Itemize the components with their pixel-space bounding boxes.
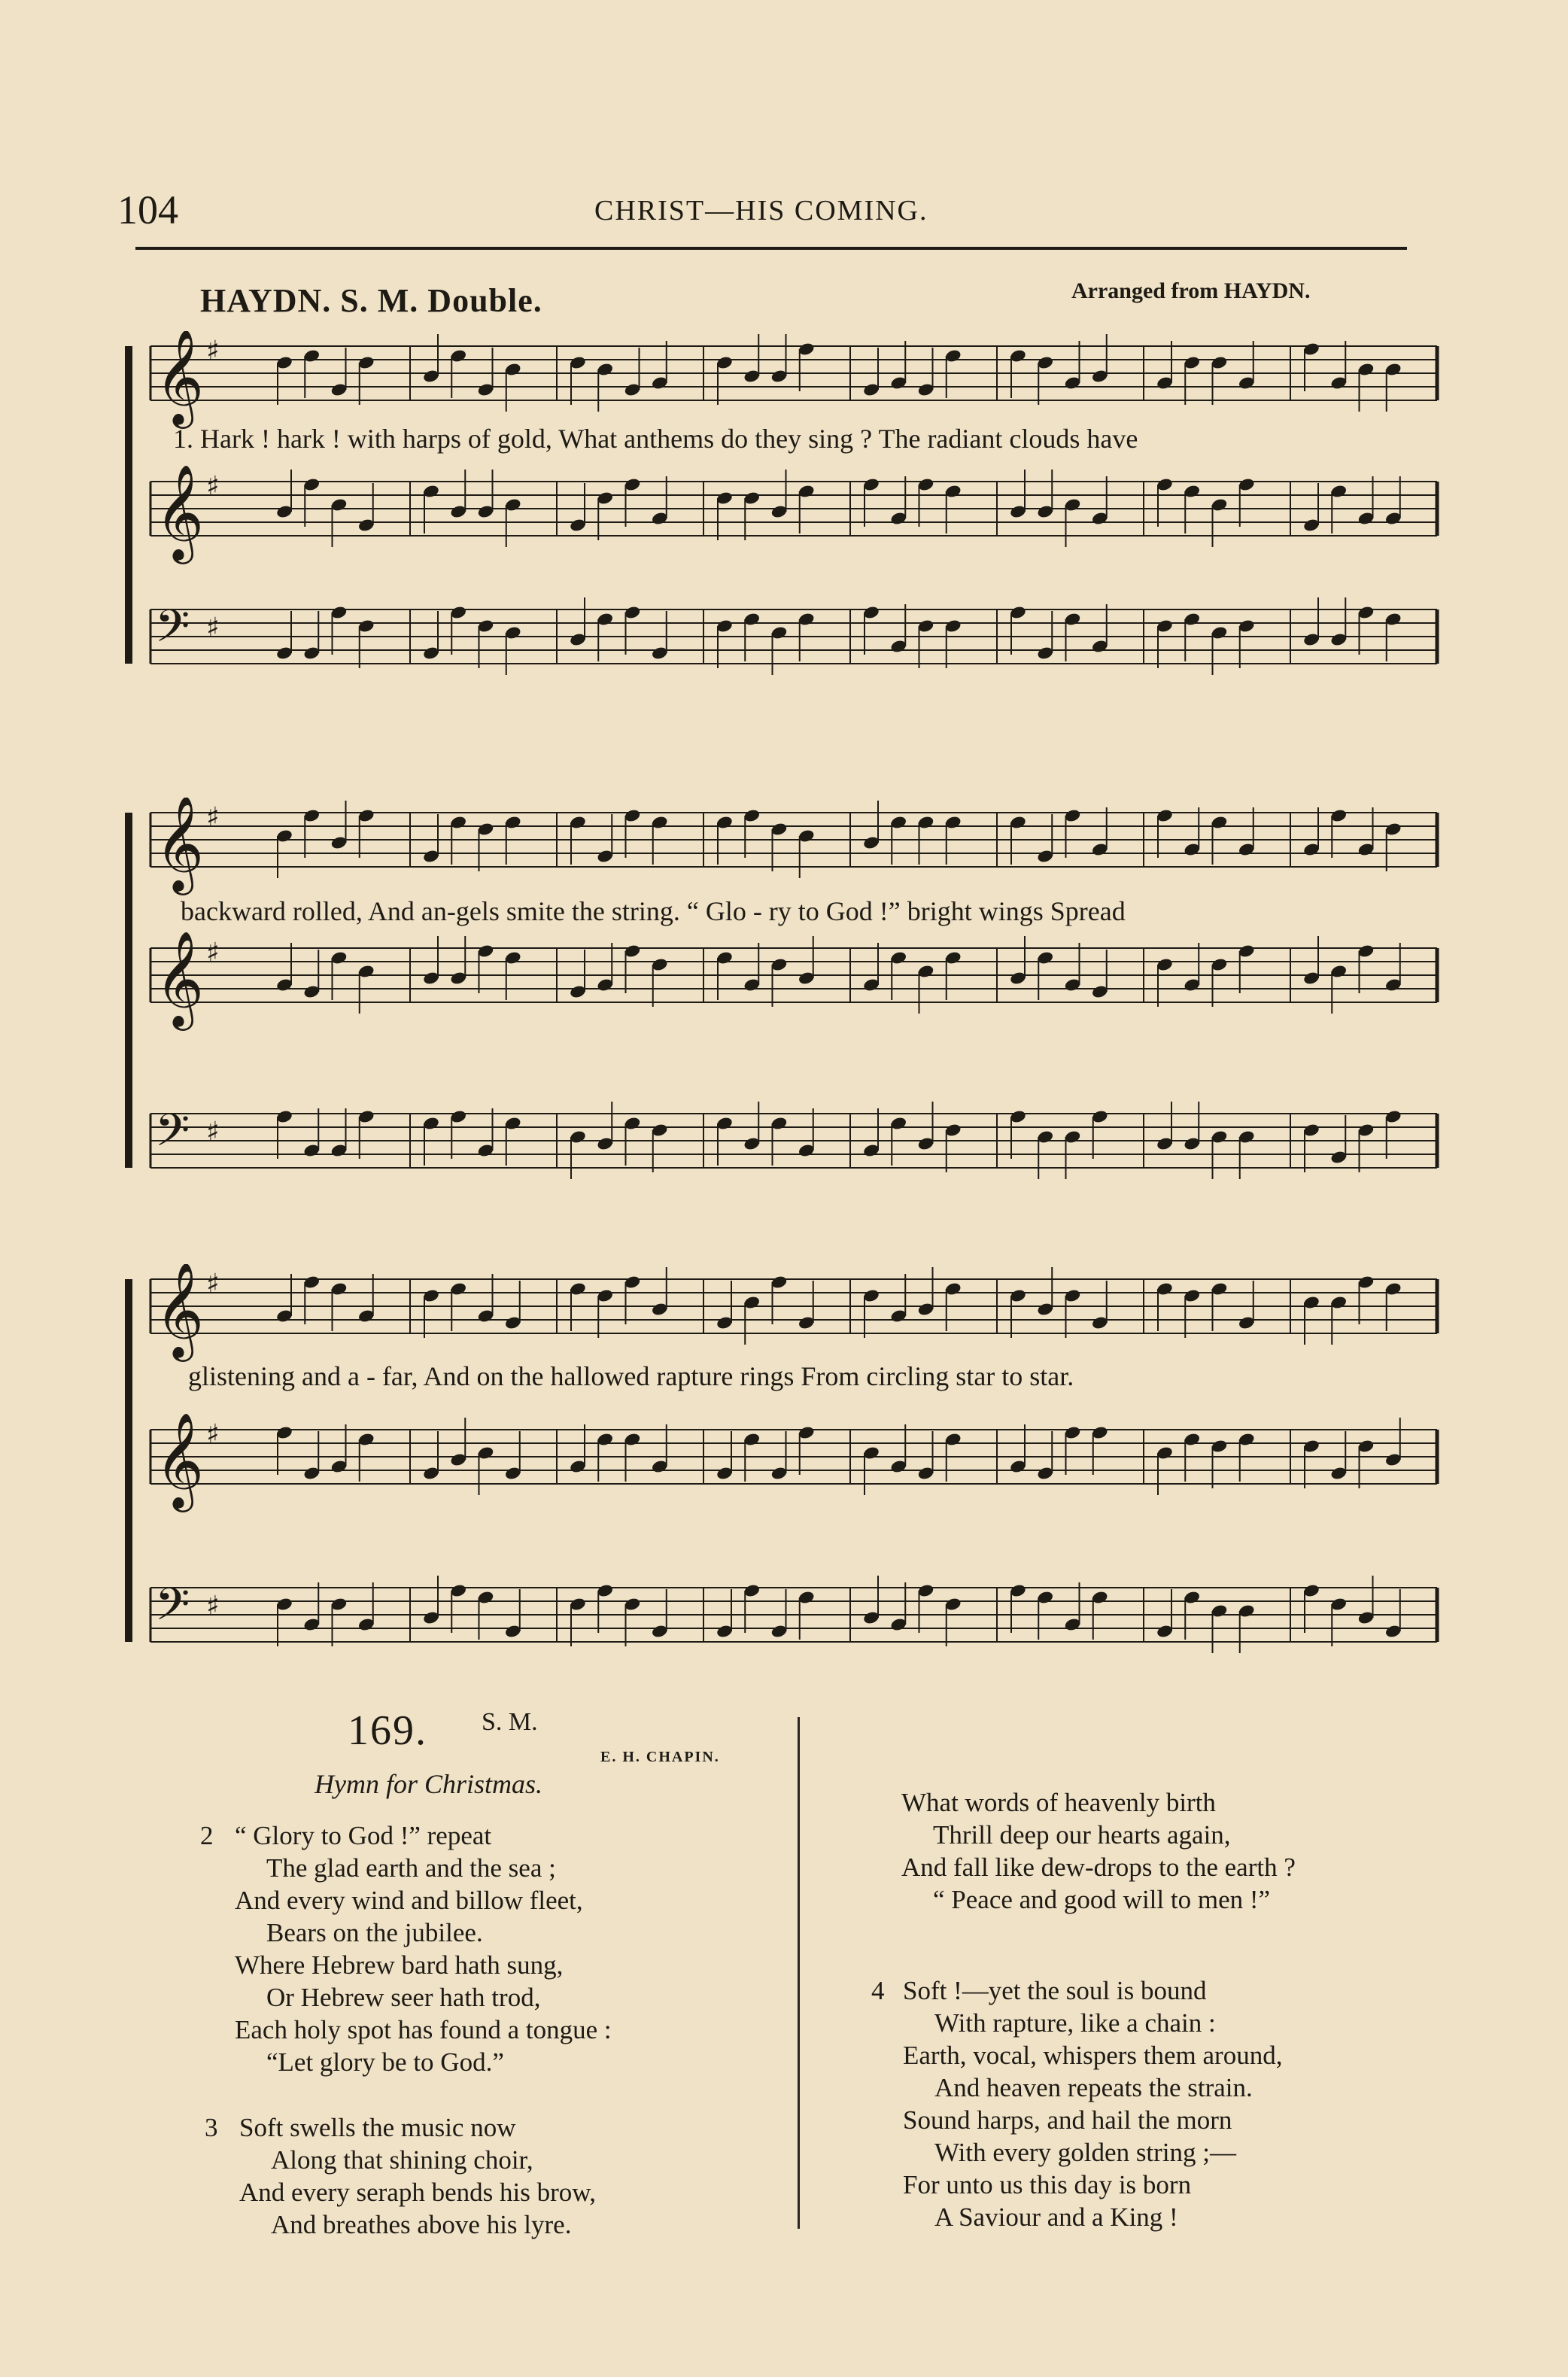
verse-line: The glad earth and the sea ; <box>266 1853 556 1883</box>
lyric-line-3: glistening and a - far, And on the hallowed rapture rings From circling star to star. <box>188 1361 1074 1391</box>
verse-line: And fall like dew-drops to the earth ? <box>901 1853 1296 1882</box>
verse-3 <box>239 2111 596 2241</box>
treble-clef-icon: 𝄞 <box>155 1412 205 1508</box>
verse-line: Each holy spot has found a tongue : <box>235 2015 612 2044</box>
verse-line: Thrill deep our hearts again, <box>933 1820 1231 1850</box>
verse-line: What words of heavenly birth <box>901 1788 1216 1817</box>
verse-line: A Saviour and a King ! <box>934 2202 1178 2232</box>
lyric-line-1: 1. Hark ! hark ! with harps of gold, What anthems do they sing ? The radiant clouds have <box>173 424 1138 454</box>
verse-line: Earth, vocal, whispers them around, <box>903 2041 1283 2070</box>
header-rule <box>135 247 1407 250</box>
verse-line: And every seraph bends his brow, <box>239 2178 597 2207</box>
verse-line: Bears on the jubilee. <box>266 1918 483 1947</box>
verse-line: Or Hebrew seer hath trod, <box>266 1983 541 2012</box>
system-brace <box>125 1279 132 1642</box>
music-system-1 <box>120 331 1445 722</box>
hymn-number: 169. <box>348 1707 427 1754</box>
verse-line: And every wind and billow fleet, <box>235 1886 583 1915</box>
sharp-icon: ♯ <box>206 1419 220 1450</box>
hymn-meter: S. M. <box>482 1708 538 1736</box>
tune-arranger: Arranged from HAYDN. <box>1071 278 1311 303</box>
sharp-icon: ♯ <box>206 471 220 502</box>
verse-2 <box>235 1819 612 2078</box>
sharp-icon: ♯ <box>206 802 220 833</box>
verse-line: Soft swells the music now <box>239 2113 516 2142</box>
verse-number: 3 <box>205 2113 218 2142</box>
verse-line: With every golden string ;— <box>934 2138 1237 2167</box>
verse-number: 2 <box>200 1821 214 1850</box>
treble-clef-icon: 𝄞 <box>155 1264 205 1357</box>
column-divider <box>798 1717 800 2229</box>
treble-clef-icon: 𝄞 <box>155 930 205 1026</box>
verse-2-continued <box>901 1786 1296 1916</box>
verse-line: Soft !—yet the soul is bound <box>903 1976 1207 2005</box>
bass-clef-icon: 𝄢 <box>155 1578 190 1641</box>
verse-line: “ Glory to God !” repeat <box>235 1821 492 1850</box>
music-system-3 <box>120 1264 1445 1670</box>
verse-line: Where Hebrew bard hath sung, <box>235 1950 564 1980</box>
treble-clef-icon: 𝄞 <box>155 798 205 891</box>
verse-number: 4 <box>871 1976 885 2005</box>
music-system-2 <box>120 798 1445 1189</box>
verse-line: And heaven repeats the strain. <box>934 2073 1253 2102</box>
verse-line: “ Peace and good will to men !” <box>933 1885 1271 1914</box>
hymn-author: E. H. CHAPIN. <box>600 1749 720 1765</box>
verse-line: Sound harps, and hail the morn <box>903 2105 1232 2135</box>
page-number: 104 <box>117 187 178 233</box>
running-title: CHRIST—HIS COMING. <box>594 195 928 226</box>
sharp-icon: ♯ <box>206 336 220 366</box>
treble-clef-icon: 𝄞 <box>155 331 205 424</box>
treble-clef-icon: 𝄞 <box>155 464 205 560</box>
lyric-line-2: backward rolled, And an-gels smite the string. “ Glo - ry to God !” bright wings Spread <box>181 896 1126 926</box>
verse-line: “Let glory be to God.” <box>266 2047 504 2077</box>
verse-4 <box>903 1974 1282 2233</box>
score-staves <box>120 331 1445 722</box>
verse-line: Along that shining choir, <box>271 2145 533 2175</box>
sharp-icon: ♯ <box>206 612 220 643</box>
score-staves <box>120 798 1445 1189</box>
system-brace <box>125 346 132 664</box>
verse-line: For unto us this day is born <box>903 2170 1192 2199</box>
score-staves <box>120 1264 1445 1670</box>
sharp-icon: ♯ <box>206 1269 220 1299</box>
verse-line: With rapture, like a chain : <box>934 2008 1216 2038</box>
verse-line: And breathes above his lyre. <box>271 2210 572 2239</box>
tune-title: HAYDN. S. M. Double. <box>200 282 542 319</box>
hymn-subtitle: Hymn for Christmas. <box>315 1769 543 1799</box>
bass-clef-icon: 𝄢 <box>155 1104 190 1167</box>
system-brace <box>125 813 132 1168</box>
bass-clef-icon: 𝄢 <box>155 600 190 663</box>
sharp-icon: ♯ <box>206 1591 220 1622</box>
sharp-icon: ♯ <box>206 1117 220 1147</box>
sharp-icon: ♯ <box>206 938 220 968</box>
